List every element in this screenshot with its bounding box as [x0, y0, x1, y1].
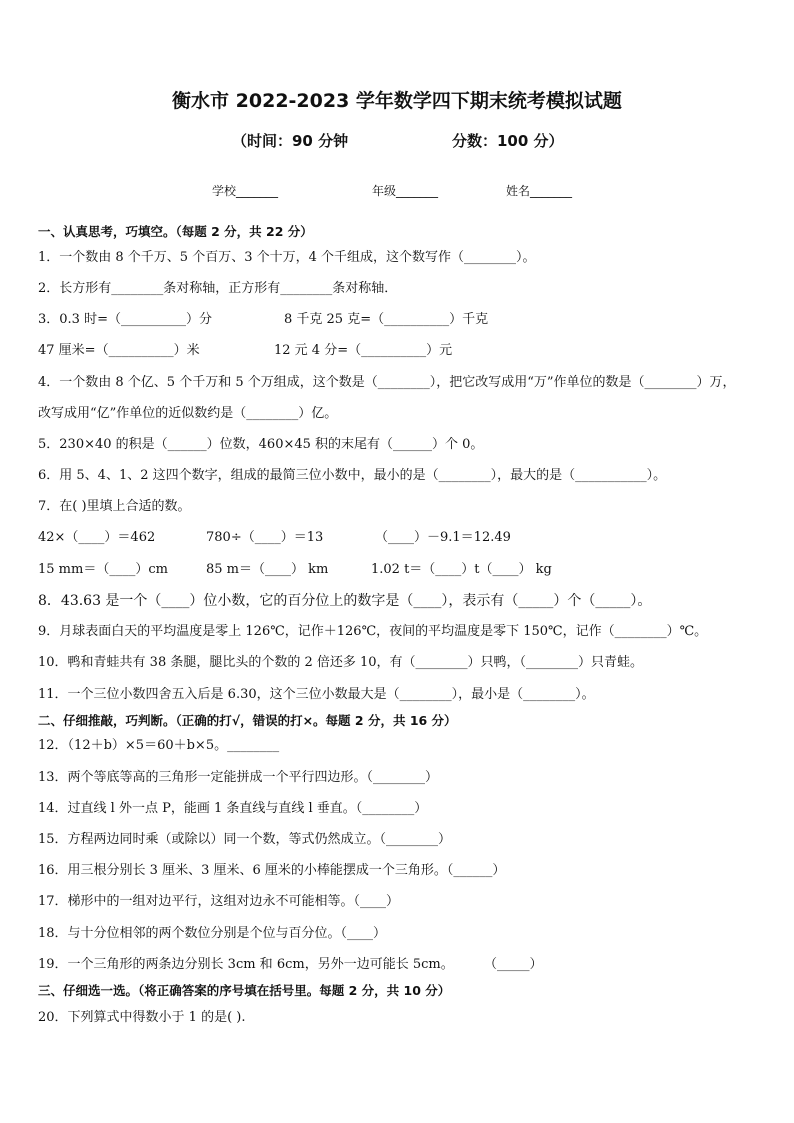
question-7-part-f: 1.02 t＝（____）t（____） kg [371, 562, 552, 577]
exam-time: （时间：90 分钟 [232, 132, 349, 150]
question-3-part-d: 12 元 4 分=（__________）元 [274, 343, 453, 358]
question-4-line-2: 改写成用“亿”作单位的近似数约是（________）亿。 [38, 406, 338, 421]
question-11: 11．一个三位小数四舍五入后是 6.30，这个三位小数最大是（________），最小是（________）。 [38, 687, 595, 702]
question-3-part-c: 47 厘米=（__________）米 [38, 343, 200, 358]
question-9: 9．月球表面白天的平均温度是零上 126℃，记作＋126℃，夜间的平均温度是零下 150℃，记作（________）℃。 [38, 624, 708, 639]
school-field: 学校_______ [212, 184, 279, 198]
exam-score: 分数：100 分） [452, 132, 564, 150]
question-1: 1．一个数由 8 个千万、5 个百万、3 个十万，4 个千组成，这个数写作（________）。 [38, 250, 536, 265]
question-10: 10．鸭和青蛙共有 38 条腿，腿比头的个数的 2 倍还多 10，有（________）只鸭，（________）只青蛙。 [38, 655, 644, 670]
section-heading-1: 一、认真思考，巧填空。（每题 2 分，共 22 分） [38, 224, 313, 239]
question-3-part-b: 8 千克 25 克=（__________）千克 [284, 312, 489, 327]
page-title: 衡水市 2022-2023 学年数学四下期末统考模拟试题 [172, 90, 622, 112]
question-17: 17．梯形中的一组对边平行，这组对边永不可能相等。（____） [38, 894, 400, 909]
question-12: 12．（12＋b）×5＝60＋b×5。________ [38, 738, 280, 753]
question-7-part-b: 780÷（____）＝13 [206, 530, 324, 545]
question-2: 2．长方形有________条对称轴，正方形有________条对称轴． [38, 281, 398, 296]
student-info [0, 182, 794, 200]
question-4-line-1: 4．一个数由 8 个亿、5 个千万和 5 个万组成，这个数是（________），把它改写成用“万”作单位的数是（________）万， [38, 375, 736, 390]
question-6: 6．用 5、4、1、2 这四个数字，组成的最简三位小数中，最小的是（________），最大的是（___________）。 [38, 468, 667, 483]
question-7: 7．在( )里填上合适的数。 [38, 499, 191, 514]
question-19-text: 19．一个三角形的两条边分别长 3cm 和 6cm，另外一边可能长 5cm。 [38, 957, 454, 972]
exam-meta [0, 130, 794, 150]
question-16: 16．用三根分别长 3 厘米、3 厘米、6 厘米的小棒能摆成一个三角形。（______） [38, 863, 506, 878]
question-3-part-a: 3．0.3 时=（__________）分 [38, 312, 212, 327]
question-20: 20．下列算式中得数小于 1 的是( ). [38, 1010, 246, 1025]
question-8: 8．43.63 是一个（____）位小数，它的百分位上的数字是（____），表示有（_____）个（_____）。 [38, 593, 652, 609]
question-7-part-c: （____）－9.1＝12.49 [375, 530, 511, 545]
grade-field: 年级_______ [372, 184, 439, 198]
question-13: 13．两个等底等高的三角形一定能拼成一个平行四边形。（________） [38, 770, 439, 785]
question-15: 15．方程两边同时乘（或除以）同一个数，等式仍然成立。（________） [38, 832, 452, 847]
section-heading-3: 三、仔细选一选。（将正确答案的序号填在括号里。每题 2 分，共 10 分） [38, 983, 451, 998]
question-7-part-a: 42×（____）＝462 [38, 530, 156, 545]
question-5: 5．230×40 的积是（______）位数，460×45 积的末尾有（______）个 0。 [38, 437, 484, 452]
question-7-part-d: 15 mm＝（____）cm [38, 562, 168, 577]
question-19-answer-blank: （_____） [484, 957, 543, 972]
name-field: 姓名_______ [506, 184, 573, 198]
question-18: 18．与十分位相邻的两个数位分别是个位与百分位。（____） [38, 926, 387, 941]
question-14: 14．过直线 l 外一点 P，能画 1 条直线与直线 l 垂直。（________） [38, 801, 428, 816]
question-7-part-e: 85 m＝（____） km [206, 562, 329, 577]
section-heading-2: 二、仔细推敲，巧判断。（正确的打√，错误的打×。每题 2 分，共 16 分） [38, 713, 457, 728]
